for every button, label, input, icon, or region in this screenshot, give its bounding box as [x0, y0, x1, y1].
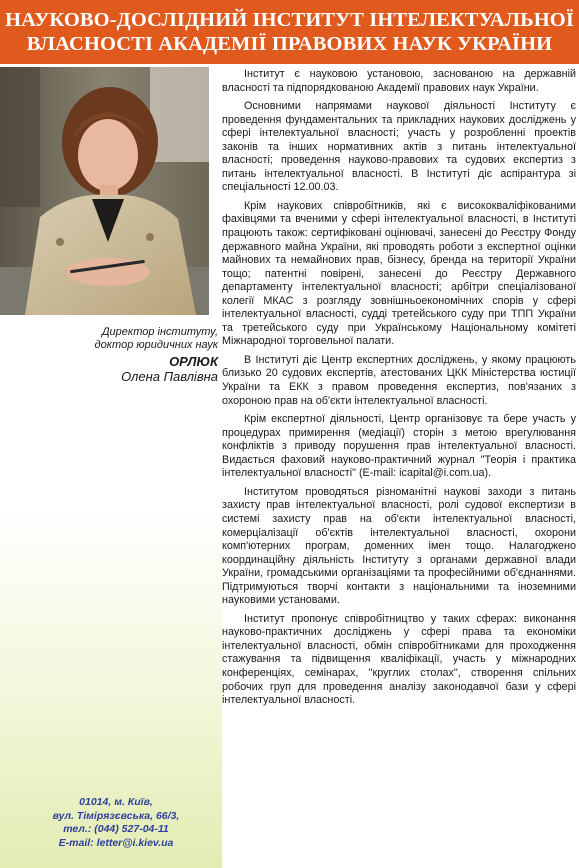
paragraph-6: Інститутом проводяться різноманітні наукові заходи з питань захисту прав інтелектуальної власності, ролі судової експертизи в системі захисту прав на об'єкти інтелектуальної власності, комерціалізації об'єктів інтелектуальної власності, охорони комп'ютерних програм, доменних імен тощо. Налагоджено координаційну діяльність Інституту з органами державної влади України, громадськими організаціями та професійними об'єднаннями. Підтримуються творчі контакти з національними та іноземними науковими установами.: [222, 485, 576, 607]
director-position-line-1: Директор інституту,: [101, 326, 218, 338]
contact-postal: 01014, м. Київ,: [79, 796, 153, 808]
paragraph-2: Основними напрямами наукової діяльності Інституту є проведення фундаментальних та прикладних наукових досліджень у сфері інтелектуальної власності; участь у розробленні проектів законів та інших нормативних актів з питань інтелектуальної власності; проведення науково-правових та судових експертиз з питань інтелектуальної власності. В Інституті діє аспірантура зі спеціальності 12.00.03.: [222, 100, 576, 194]
director-caption: [0, 326, 218, 384]
paragraph-5: Крім експертної діяльності, Центр організовує та бере участь у процедурах примирення (медіації) сторін з метою врегулювання конфліктів з приводу порушення прав інтелектуальної власності. Видається фаховий науково-практичний журнал "Теорія і практика інтелектуальної власності" (E-mail: icapital@i.com.ua).: [222, 413, 576, 480]
portrait-image: [0, 67, 209, 315]
header-title-line-2: ВЛАСНОСТІ АКАДЕМІЇ ПРАВОВИХ НАУК УКРАЇНИ: [26, 33, 553, 55]
director-photo: [0, 67, 209, 315]
director-position-line-2: доктор юридичних наук: [94, 339, 218, 351]
article-body: [222, 68, 576, 864]
paragraph-3: Крім наукових співробітників, які є висококваліфікованими фахівцями та вченими у сфері інтелектуальної власності, в Інституті працюють також: сертифіковані оцінювачі, занесені до Реєстру Фонду державного майна України, які проводять роботи з експертної оцінки майнових та немайнових прав, бізнесу, бренда на території України тощо; патентні повірені, занесені до Реєстру Державного департаменту інтелектуальної власності; арбітри спеціалізованої колегії МКАС з розгляду зовнішньоекономічних спорів у сфері інтелектуальної власності, судді третейського суду при ТПП України та третейського суду при Українському Національному комітеті Міжнародної торговельної палати.: [222, 199, 576, 348]
director-surname: ОРЛЮК: [169, 354, 218, 369]
paragraph-1: Інститут є науковою установою, заснованою на державній власності та підпорядкованою Академії правових наук України.: [222, 68, 576, 94]
director-given-names: Олена Павлівна: [121, 369, 218, 384]
contact-email[interactable]: E-mail: letter@i.kiev.ua: [58, 836, 174, 849]
header-title-line-1: НАУКОВО-ДОСЛІДНИЙ ІНСТИТУТ ІНТЕЛЕКТУАЛЬНОЇ: [5, 9, 574, 31]
paragraph-7: Інститут пропонує співробітництво у таких сферах: виконання науково-практичних досліджень у сфері права та економіки інтелектуальної власності, обмін співробітниками для проходження стажування та підвищення кваліфікації, участь у міжнародних конференціях, семінарах, "круглих столах", створення спільних робочих груп для проведення аналізу законодавчої бази у сфері інтелектуальної власності.: [222, 612, 576, 707]
paragraph-4: В Інституті діє Центр експертних досліджень, у якому працюють близько 20 судових експертів, атестованих ЦКК Міністерства юстиції України та ЕКК з правом проведення експертиз, пов'язаних з охороною прав на об'єкти інтелектуальної власності.: [222, 353, 576, 407]
contact-phone: тел.: (044) 527-04-11: [63, 823, 169, 835]
page-header: [0, 0, 579, 64]
contact-street: вул. Тімірязєвська, 66/3,: [52, 809, 180, 822]
contact-block: [40, 796, 192, 850]
